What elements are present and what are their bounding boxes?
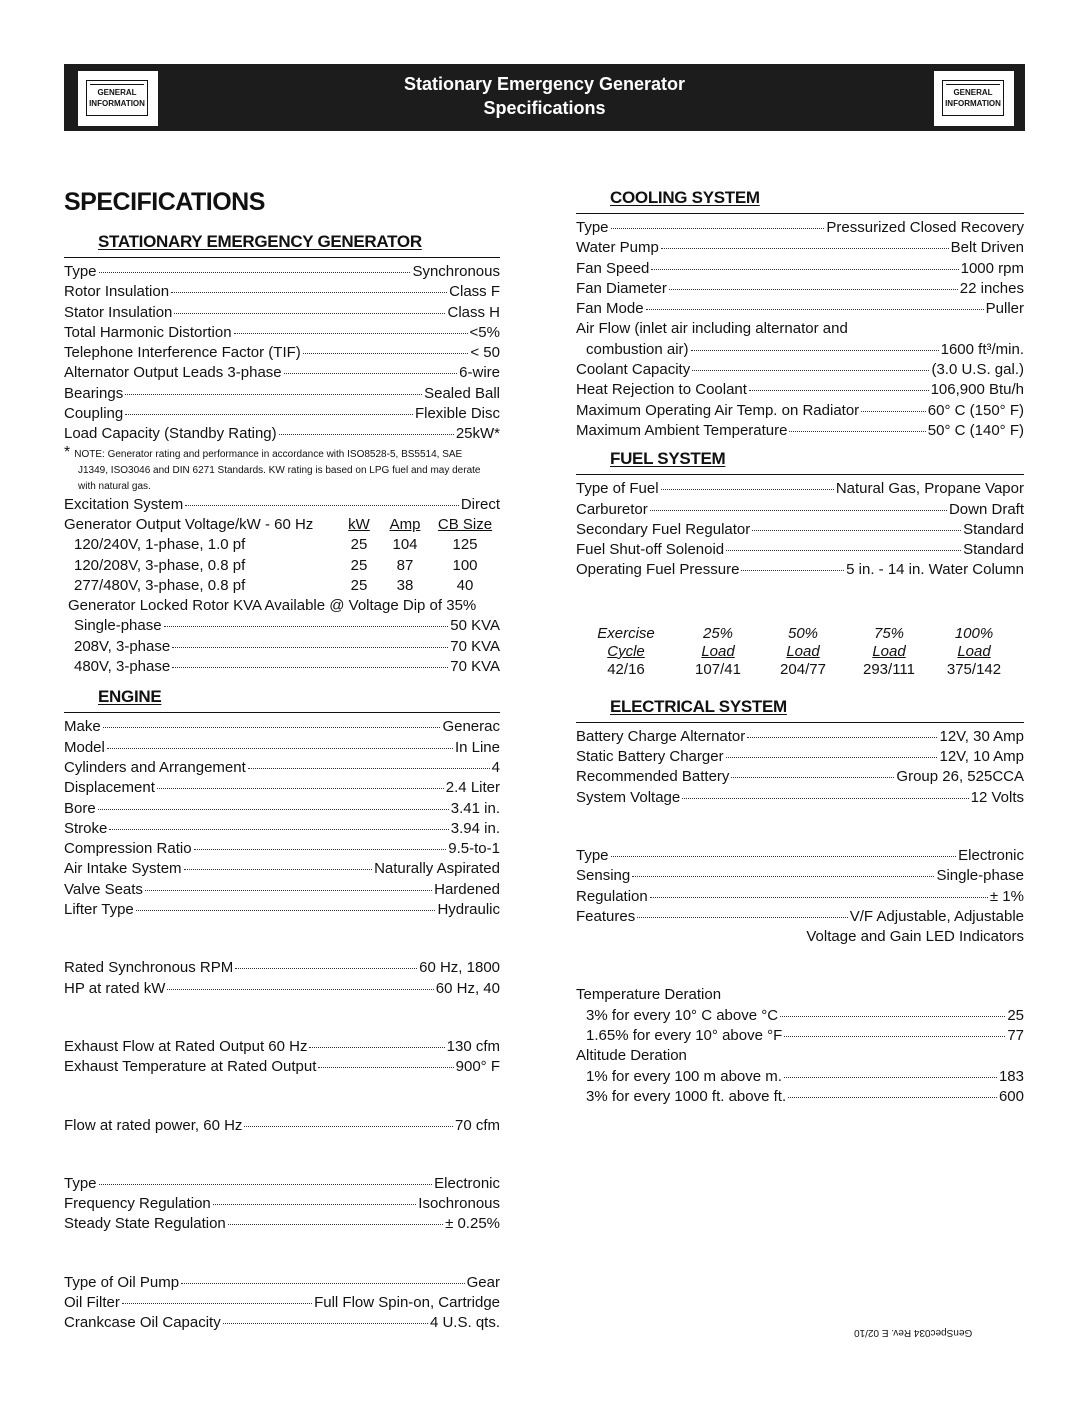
features-continuation: Voltage and Gain LED Indicators <box>806 928 1024 946</box>
spec-row <box>576 1067 1024 1087</box>
spec-label: Type <box>64 1174 97 1192</box>
spec-label: Fan Speed <box>576 259 650 277</box>
section-heading-engine <box>64 687 500 713</box>
load-table-subheader: Load <box>786 642 820 660</box>
spec-value: 60° C (150° F) <box>927 401 1024 419</box>
spec-row <box>576 360 1024 380</box>
spec-value: Isochronous <box>418 1195 500 1213</box>
spec-value: 70 cfm <box>454 1116 500 1134</box>
spec-row <box>576 500 1024 520</box>
spec-value: Electronic <box>434 1174 500 1192</box>
spec-row <box>64 616 500 636</box>
spec-row <box>64 1293 500 1313</box>
spec-value: Naturally Aspirated <box>374 860 500 878</box>
spec-row <box>576 560 1024 580</box>
table-header-label: Generator Output Voltage/kW - 60 Hz <box>64 515 314 533</box>
spec-label: Fan Diameter <box>576 279 667 297</box>
spec-value: Synchronous <box>412 263 500 280</box>
spec-value: 12 Volts <box>970 788 1024 806</box>
engine-spec-list <box>64 717 500 920</box>
note-line: J1349, ISO3046 and DIN 6271 Standards. KW rating is based on LPG fuel and may derate <box>78 464 481 476</box>
spec-value: 22 inches <box>959 279 1024 297</box>
load-table-subheader: Load <box>872 642 906 660</box>
electrical-spec-list <box>576 727 1024 808</box>
spec-value: 25 <box>1007 1006 1024 1024</box>
output-row-label: 277/480V, 3-phase, 0.8 pf <box>74 576 246 594</box>
spec-row <box>64 323 500 343</box>
spec-value: 106,900 Btu/h <box>930 381 1024 399</box>
spec-value: Class H <box>447 303 500 321</box>
spec-label: Alternator Output Leads 3-phase <box>64 364 282 382</box>
badge-text-1: GENERAL <box>97 88 137 97</box>
load-table-header: 100% <box>954 624 994 642</box>
section-title: STATIONARY EMERGENCY GENERATOR <box>98 232 422 251</box>
spec-label: Features <box>576 907 636 925</box>
section-heading-electrical <box>576 697 1024 723</box>
alt-deration-title: Altitude Deration <box>576 1047 687 1065</box>
spec-row <box>576 727 1024 747</box>
output-row-label: 120/208V, 3-phase, 0.8 pf <box>74 556 246 574</box>
spec-label: Compression Ratio <box>64 840 192 858</box>
note-asterisk: * <box>64 443 71 461</box>
spec-row <box>576 238 1024 258</box>
spec-row <box>576 1006 1024 1026</box>
spec-value: 1000 rpm <box>960 259 1024 277</box>
note-line: with natural gas. <box>78 480 151 492</box>
cooling-spec-list <box>576 218 1024 319</box>
spec-row <box>576 907 1024 927</box>
spec-label: Stator Insulation <box>64 303 173 321</box>
spec-label: Exhaust Flow at Rated Output 60 Hz <box>64 1037 308 1055</box>
spec-value: 3.94 in. <box>450 819 500 837</box>
load-table-subheader: Load <box>701 642 735 660</box>
spec-label: Lifter Type <box>64 901 134 919</box>
spec-row <box>64 1174 500 1194</box>
spec-label: Rotor Insulation <box>64 283 170 301</box>
spec-value: 6-wire <box>459 364 500 382</box>
spec-value: Single-phase <box>936 867 1024 885</box>
spec-value: 4 <box>491 758 500 776</box>
spec-label: Model <box>64 738 105 756</box>
spec-value: 183 <box>998 1067 1024 1085</box>
spec-row <box>576 259 1024 279</box>
spec-value: Belt Driven <box>950 239 1024 257</box>
spec-value: 130 cfm <box>446 1037 500 1055</box>
spec-row <box>576 299 1024 319</box>
load-table-value: 375/142 <box>946 660 1002 678</box>
load-table-header: 75% <box>873 624 905 642</box>
spec-row <box>64 1037 500 1057</box>
spec-value: Standard <box>963 520 1024 538</box>
spec-label: Water Pump <box>576 239 659 257</box>
lrkva-list <box>64 616 500 677</box>
spec-row <box>576 401 1024 421</box>
header-title-line2: Specifications <box>483 98 606 118</box>
load-table-header: 25% <box>702 624 734 642</box>
spec-label: Single-phase <box>74 617 162 635</box>
spec-value: Full Flow Spin-on, Cartridge <box>314 1293 500 1311</box>
spec-value: Pressurized Closed Recovery <box>826 219 1024 236</box>
output-row-cb: 100 <box>452 556 478 574</box>
spec-value: 70 KVA <box>450 637 500 655</box>
output-row-label: 120/240V, 1-phase, 1.0 pf <box>74 536 246 554</box>
spec-label: Carburetor <box>576 500 648 518</box>
spec-row <box>576 866 1024 886</box>
spec-label: Type <box>576 219 609 236</box>
spec-value: ± 0.25% <box>445 1215 500 1233</box>
output-row-kw: 25 <box>350 576 368 594</box>
governor-list <box>64 1174 500 1235</box>
spec-label: 480V, 3-phase <box>74 658 171 676</box>
spec-value: Gear <box>466 1273 500 1291</box>
load-table-subheader: Load <box>957 642 991 660</box>
spec-value: Hardened <box>434 880 500 898</box>
output-row-kw: 25 <box>350 536 368 554</box>
spec-value: Class F <box>449 283 500 301</box>
spec-row <box>64 1273 500 1293</box>
alt-deration-list <box>576 1067 1024 1108</box>
spec-value: 77 <box>1007 1027 1024 1045</box>
output-row-cb: 40 <box>456 576 474 594</box>
spec-label: Sensing <box>576 867 631 885</box>
spec-value: 12V, 30 Amp <box>939 727 1024 745</box>
spec-value: 70 KVA <box>450 658 500 676</box>
spec-row <box>64 799 500 819</box>
load-table-header: 50% <box>787 624 819 642</box>
temp-deration-list <box>576 1006 1024 1047</box>
spec-value: Generac <box>442 718 500 736</box>
output-row-amp: 38 <box>396 576 414 594</box>
spec-value: Direct <box>460 495 500 513</box>
spec-label: Bore <box>64 799 96 817</box>
header-title-line1: Stationary Emergency Generator <box>403 74 686 94</box>
spec-label: Steady State Regulation <box>64 1215 226 1233</box>
spec-value: < 50 <box>470 344 500 362</box>
spec-row <box>64 979 500 999</box>
spec-row <box>576 1026 1024 1046</box>
cooling-spec-list-2 <box>576 360 1024 441</box>
load-table-value: 107/41 <box>695 660 741 678</box>
spec-value: Down Draft <box>948 500 1024 518</box>
spec-row <box>64 1313 500 1333</box>
spec-value: 4 U.S. qts. <box>429 1314 500 1332</box>
spec-value: 12V, 10 Amp <box>939 748 1024 766</box>
left-column <box>64 232 500 1334</box>
rating-note <box>64 445 500 495</box>
spec-row <box>64 343 500 363</box>
spec-value: 60 Hz, 1800 <box>419 959 500 977</box>
spec-label: Cylinders and Arrangement <box>64 758 246 776</box>
right-column <box>576 188 1024 1107</box>
spec-value: 600 <box>998 1087 1024 1105</box>
spec-label: Fan Mode <box>576 300 644 318</box>
table-header-cb: CB Size <box>437 515 493 533</box>
spec-value: 50 KVA <box>450 617 500 635</box>
spec-label: Recommended Battery <box>576 768 730 786</box>
section-title: ENGINE <box>98 687 162 707</box>
spec-row <box>64 363 500 383</box>
spec-value: <5% <box>469 323 500 341</box>
load-table-header: Exercise <box>597 624 655 642</box>
flow-list <box>64 1116 500 1136</box>
spec-row <box>64 839 500 859</box>
spec-row <box>64 262 500 282</box>
spec-label: combustion air) <box>586 340 689 358</box>
load-table <box>576 625 1024 679</box>
spec-label: 3% for every 10° C above °C <box>586 1006 779 1024</box>
spec-label: Load Capacity (Standby Rating) <box>64 425 277 443</box>
regulator-spec-list <box>576 846 1024 927</box>
spec-label: Maximum Operating Air Temp. on Radiator <box>576 401 860 419</box>
spec-value: Standard <box>963 541 1024 559</box>
spec-value: 50° C (140° F) <box>927 421 1024 439</box>
spec-label: Operating Fuel Pressure <box>576 561 740 579</box>
spec-label: Coupling <box>64 405 124 423</box>
spec-label: Air Intake System <box>64 860 182 878</box>
spec-row <box>576 788 1024 808</box>
spec-row <box>64 384 500 404</box>
spec-row <box>64 819 500 839</box>
spec-row <box>64 778 500 798</box>
spec-row <box>64 738 500 758</box>
spec-row <box>64 1194 500 1214</box>
spec-value: ± 1% <box>989 887 1024 905</box>
spec-row <box>576 218 1024 238</box>
spec-row <box>64 958 500 978</box>
spec-row <box>576 747 1024 767</box>
badge-text-2: INFORMATION <box>89 99 145 108</box>
spec-value: Puller <box>985 300 1024 318</box>
lubrication-list <box>64 1273 500 1334</box>
spec-row <box>64 1116 500 1136</box>
spec-row <box>64 657 500 677</box>
spec-label: Excitation System <box>64 495 184 513</box>
spec-label: Regulation <box>576 887 648 905</box>
spec-value: Group 26, 525CCA <box>896 768 1024 786</box>
section-heading-fuel <box>576 449 1024 475</box>
spec-row <box>576 767 1024 787</box>
badge-text-2: INFORMATION <box>945 99 1001 108</box>
load-table-subheader: Cycle <box>607 642 645 660</box>
section-title: FUEL SYSTEM <box>610 449 726 469</box>
section-heading-cooling <box>576 188 1024 214</box>
output-row-kw: 25 <box>350 556 368 574</box>
airflow-label: Air Flow (inlet air including alternator and <box>576 320 848 338</box>
spec-label: Fuel Shut-off Solenoid <box>576 541 725 559</box>
spec-row <box>576 540 1024 560</box>
spec-row <box>576 479 1024 499</box>
badge-text-1: GENERAL <box>953 88 993 97</box>
spec-row <box>64 880 500 900</box>
section-title: COOLING SYSTEM <box>610 188 760 207</box>
fuel-spec-list <box>576 479 1024 580</box>
header-title <box>64 72 1025 120</box>
spec-row <box>64 303 500 323</box>
spec-row <box>64 717 500 737</box>
spec-value: 1600 ft³/min. <box>940 340 1024 358</box>
section-title: ELECTRICAL SYSTEM <box>610 696 787 716</box>
spec-row <box>576 421 1024 441</box>
spec-row <box>576 340 1024 360</box>
note-line: NOTE: Generator rating and performance in accordance with ISO8528-5, BS5514, SAE <box>74 448 463 460</box>
spec-label: Total Harmonic Distortion <box>64 323 232 341</box>
table-header-amp: Amp <box>389 515 421 533</box>
spec-row <box>576 520 1024 540</box>
output-row-amp: 104 <box>392 536 418 554</box>
general-information-badge <box>934 71 1014 126</box>
page-title: SPECIFICATIONS <box>64 188 265 216</box>
load-table-value: 42/16 <box>607 660 645 678</box>
spec-label: Make <box>64 718 101 736</box>
spec-row <box>64 1057 500 1077</box>
load-table-value: 204/77 <box>780 660 826 678</box>
spec-value: Natural Gas, Propane Vapor <box>835 480 1024 498</box>
revision-footer: GenSpec034 Rev. E 02/10 <box>854 1327 973 1338</box>
spec-label: 208V, 3-phase <box>74 637 171 655</box>
output-table <box>64 515 500 596</box>
spec-row <box>576 887 1024 907</box>
spec-label: Displacement <box>64 779 155 797</box>
spec-value: 60 Hz, 40 <box>435 979 500 997</box>
spec-row <box>64 282 500 302</box>
output-row-amp: 87 <box>396 556 414 574</box>
lrkva-title: Generator Locked Rotor KVA Available @ Voltage Dip of 35% <box>68 597 477 615</box>
spec-label: Rated Synchronous RPM <box>64 959 234 977</box>
spec-value: 900° F <box>455 1058 500 1076</box>
header-banner <box>64 64 1025 131</box>
spec-row <box>64 637 500 657</box>
generator-spec-list <box>64 262 500 445</box>
spec-label: Battery Charge Alternator <box>576 727 746 745</box>
spec-label: 3% for every 1000 ft. above ft. <box>586 1087 787 1105</box>
spec-label: Telephone Interference Factor (TIF) <box>64 344 301 362</box>
spec-label: HP at rated kW <box>64 979 166 997</box>
spec-label: Flow at rated power, 60 Hz <box>64 1116 243 1134</box>
table-header-kw: kW <box>348 515 370 533</box>
spec-label: Static Battery Charger <box>576 748 724 766</box>
spec-row <box>64 900 500 920</box>
spec-label: Coolant Capacity <box>576 361 691 379</box>
spec-label: 1.65% for every 10° above °F <box>586 1027 783 1045</box>
load-table-value: 293/111 <box>863 660 915 678</box>
spec-row <box>576 279 1024 299</box>
spec-label: Type <box>576 846 609 864</box>
spec-label: Frequency Regulation <box>64 1195 211 1213</box>
spec-value: 25kW* <box>455 425 500 443</box>
spec-value: 2.4 Liter <box>445 779 500 797</box>
spec-label: Crankcase Oil Capacity <box>64 1314 221 1332</box>
spec-row <box>576 380 1024 400</box>
spec-label: Valve Seats <box>64 880 143 898</box>
output-row-cb: 125 <box>452 536 478 554</box>
spec-row <box>64 424 500 444</box>
section-heading-generator <box>64 232 500 258</box>
spec-label: Stroke <box>64 819 108 837</box>
spec-value: 3.41 in. <box>450 799 500 817</box>
spec-value: 5 in. - 14 in. Water Column <box>846 561 1024 579</box>
spec-row <box>64 859 500 879</box>
spec-row <box>64 404 500 424</box>
temp-deration-title: Temperature Deration <box>576 986 722 1004</box>
spec-label: Type of Oil Pump <box>64 1273 180 1291</box>
spec-label: Type of Fuel <box>576 480 659 498</box>
spec-value: (3.0 U.S. gal.) <box>931 361 1024 379</box>
spec-value: V/F Adjustable, Adjustable <box>849 907 1024 925</box>
spec-row <box>64 495 500 515</box>
exhaust-list <box>64 1037 500 1078</box>
spec-label: 1% for every 100 m above m. <box>586 1067 782 1085</box>
spec-label: Heat Rejection to Coolant <box>576 381 747 399</box>
spec-row <box>576 1087 1024 1107</box>
spec-row <box>576 846 1024 866</box>
spec-label: Secondary Fuel Regulator <box>576 520 751 538</box>
spec-value: Flexible Disc <box>414 405 500 423</box>
spec-value: 9.5-to-1 <box>448 840 500 858</box>
spec-label: Exhaust Temperature at Rated Output <box>64 1058 317 1076</box>
spec-value: Hydraulic <box>437 901 500 919</box>
engine-speed-list <box>64 958 500 999</box>
spec-value: Sealed Ball <box>424 384 500 402</box>
spec-label: Bearings <box>64 384 124 402</box>
spec-label: System Voltage <box>576 788 681 806</box>
spec-value: Electronic <box>958 846 1024 864</box>
spec-label: Type <box>64 263 97 280</box>
spec-row <box>64 1214 500 1234</box>
spec-value: In Line <box>454 738 500 756</box>
spec-row <box>64 758 500 778</box>
spec-label: Oil Filter <box>64 1293 120 1311</box>
spec-label: Maximum Ambient Temperature <box>576 421 788 439</box>
